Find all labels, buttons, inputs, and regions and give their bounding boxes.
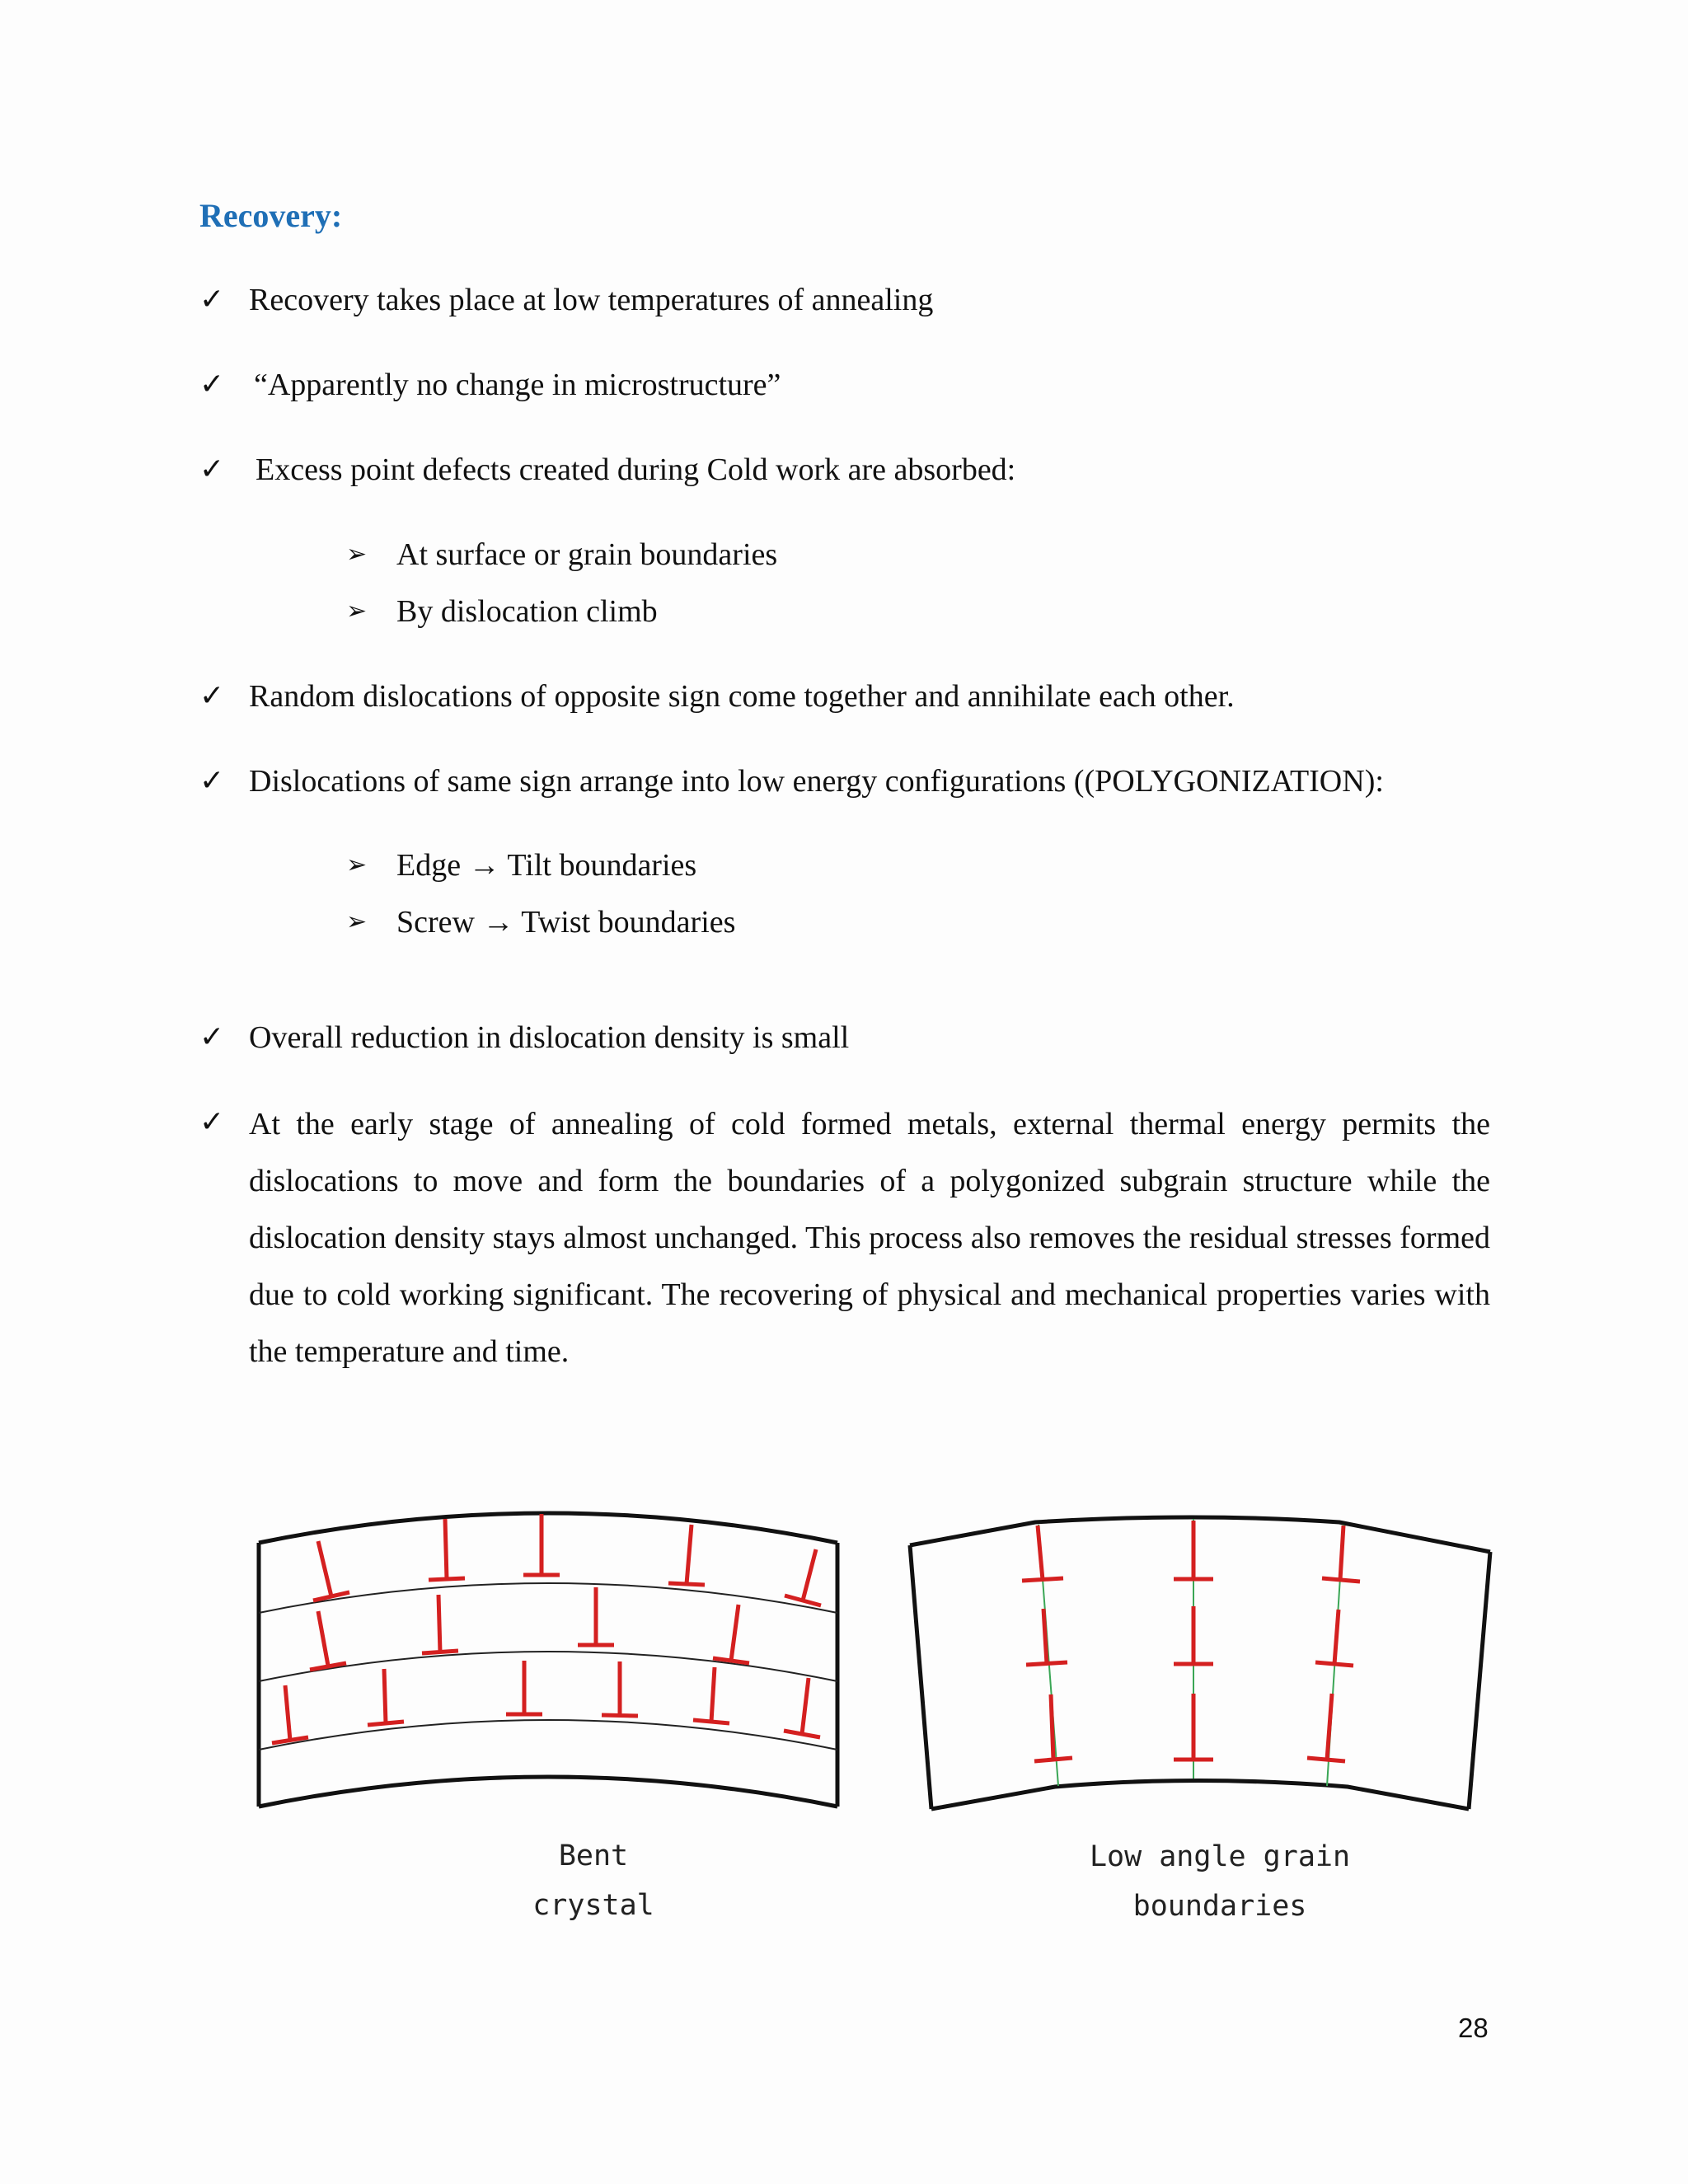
page-number: 28 xyxy=(1458,2013,1489,2043)
edge-dislocation xyxy=(1174,1606,1213,1664)
crystal-bottom-edge xyxy=(259,1777,837,1807)
edge-dislocation xyxy=(1174,1694,1213,1760)
caption-line: Bent xyxy=(558,1840,629,1872)
edge-dislocation xyxy=(1026,1609,1067,1665)
edge-dislocation xyxy=(784,1678,820,1737)
check-icon: ✓ xyxy=(199,679,225,713)
arrow-bullet-icon: ➢ xyxy=(346,540,368,569)
sub-bullet-item: By dislocation climb xyxy=(396,594,658,629)
edge-dislocation xyxy=(602,1661,638,1716)
arrow-bullet-icon: ➢ xyxy=(346,597,368,626)
bullet-item: Excess point defects created during Cold work are absorbed: xyxy=(256,452,1016,487)
grain-left-edge xyxy=(910,1545,931,1809)
sub-bullet-item: Edge → Tilt boundaries xyxy=(396,848,697,883)
edge-dislocation xyxy=(310,1611,346,1670)
recovery-paragraph: At the early stage of annealing of cold formed metals, external thermal energy permits the dislocations to move and form the boundaries of a polygonized subgrain structure while the dislocation density stays almost unchanged. This process also removes the residual stresses formed due to cold working significant. The recovering of physical and mechanical properties varies with the temperature and time. xyxy=(249,1107,1490,1369)
bent-crystal-figure xyxy=(247,1496,849,1825)
edge-dislocation xyxy=(1315,1610,1353,1666)
sub-bullet-item: At surface or grain boundaries xyxy=(396,537,778,572)
edge-dislocation xyxy=(785,1549,821,1605)
slip-plane xyxy=(259,1652,837,1681)
boundary-dislocations xyxy=(1022,1521,1360,1761)
edge-dislocation xyxy=(693,1667,729,1723)
edge-dislocation xyxy=(578,1587,614,1645)
edge-dislocation xyxy=(668,1525,705,1585)
bullet-item: Random dislocations of opposite sign come together and annihilate each other. xyxy=(249,679,1235,714)
check-icon: ✓ xyxy=(199,452,225,486)
crystal-top-edge xyxy=(259,1513,837,1543)
dislocation-symbols xyxy=(272,1514,821,1743)
caption-line: crystal xyxy=(532,1889,654,1922)
edge-dislocation xyxy=(1034,1694,1072,1761)
bent-crystal-caption xyxy=(470,1831,717,1930)
section-heading: Recovery: xyxy=(199,197,343,234)
grain-bottom-edge xyxy=(931,1781,1469,1810)
edge-dislocation xyxy=(1174,1521,1213,1579)
edge-dislocation xyxy=(1322,1526,1360,1582)
check-icon: ✓ xyxy=(199,764,225,798)
edge-dislocation xyxy=(713,1605,749,1663)
low-angle-grain-boundary-figure xyxy=(898,1496,1500,1825)
bullet-item: Overall reduction in dislocation density is small xyxy=(249,1020,850,1055)
bullet-item: “Apparently no change in microstructure” xyxy=(254,368,781,402)
arrow-bullet-icon: ➢ xyxy=(346,907,368,936)
check-icon: ✓ xyxy=(199,368,225,401)
edge-dislocation xyxy=(506,1661,542,1714)
caption-line: Low angle grain xyxy=(1089,1840,1351,1873)
caption-line: boundaries xyxy=(1132,1890,1307,1923)
edge-dislocation xyxy=(313,1541,349,1601)
edge-dislocation xyxy=(368,1669,404,1725)
sub-bullet-item: Screw → Twist boundaries xyxy=(396,905,736,940)
grain-right-edge xyxy=(1469,1552,1490,1809)
check-icon: ✓ xyxy=(199,1105,225,1139)
edge-dislocation xyxy=(429,1519,465,1580)
slip-plane xyxy=(259,1583,837,1613)
edge-dislocation xyxy=(523,1514,560,1575)
grain-top-edge xyxy=(910,1517,1490,1552)
edge-dislocation xyxy=(272,1685,308,1743)
edge-dislocation xyxy=(1022,1526,1063,1581)
check-icon: ✓ xyxy=(199,283,225,316)
bullet-item: Recovery takes place at low temperatures of annealing xyxy=(249,283,934,317)
bullet-item: Dislocations of same sign arrange into low energy configurations ((POLYGONIZATION): xyxy=(249,764,1384,799)
slip-plane xyxy=(259,1720,837,1750)
lagb-caption xyxy=(1055,1832,1385,1931)
edge-dislocation xyxy=(422,1595,458,1653)
arrow-bullet-icon: ➢ xyxy=(346,851,368,879)
edge-dislocation xyxy=(1307,1694,1345,1761)
check-icon: ✓ xyxy=(199,1020,225,1054)
